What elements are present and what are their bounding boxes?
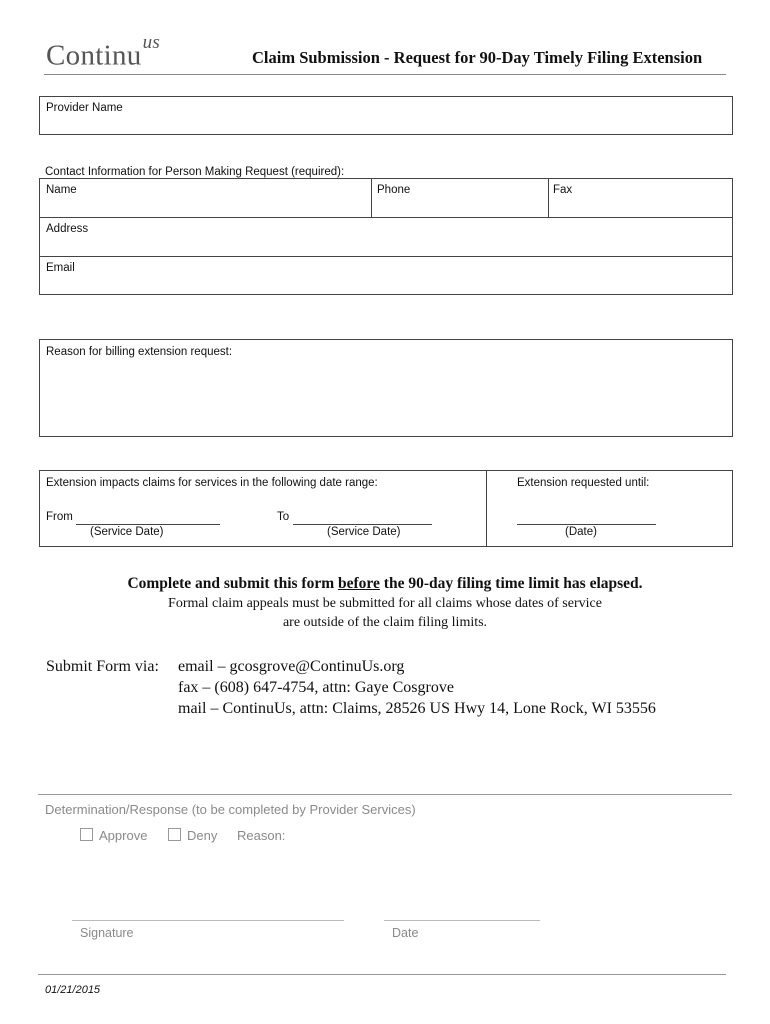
approve-option[interactable]: Approve — [80, 828, 147, 843]
extension-until-field[interactable] — [517, 511, 656, 525]
to-date-field[interactable] — [293, 511, 432, 525]
determination-heading: Determination/Response (to be completed by Provider Services) — [45, 802, 416, 817]
contact-email-field[interactable] — [40, 257, 732, 294]
continuus-logo: Continu$^{us}$ — [46, 32, 161, 72]
contact-fax-label: Fax — [553, 184, 573, 196]
form-title: Claim Submission - Request for 90-Day Timely Filing Extension — [252, 48, 703, 67]
signature-label: Signature — [80, 926, 134, 940]
submit-label: Submit Form via: — [46, 658, 159, 675]
submit-fax: fax – (608) 647-4754, attn: Gaye Cosgrove — [178, 679, 454, 696]
date-label: Date — [392, 926, 419, 940]
instruction-line-2: Formal claim appeals must be submitted for all claims whose dates of service — [168, 596, 602, 611]
reason-field[interactable] — [39, 339, 733, 437]
extension-date-caption: (Date) — [565, 526, 597, 538]
to-label: To — [277, 511, 290, 523]
reason-label: Reason for billing extension request: — [46, 346, 233, 358]
contact-address-field[interactable] — [40, 218, 732, 256]
contact-email-label: Email — [46, 262, 75, 274]
contact-table — [39, 178, 733, 295]
contact-fax-field[interactable] — [549, 179, 732, 217]
contact-name-label: Name — [46, 184, 77, 196]
to-service-date-caption: (Service Date) — [327, 526, 401, 538]
contact-phone-field[interactable] — [372, 179, 548, 217]
contact-address-label: Address — [46, 223, 89, 235]
provider-name-label: Provider Name — [46, 102, 123, 114]
footer-divider — [38, 974, 726, 975]
submit-email: email – gcosgrove@ContinuUs.org — [178, 658, 405, 675]
contact-name-field[interactable] — [40, 179, 371, 217]
submit-mail: mail – ContinuUs, attn: Claims, 28526 US Hwy 14, Lone Rock, WI 53556 — [178, 700, 656, 717]
date-range-label: Extension impacts claims for services in the following date range: — [46, 477, 378, 489]
from-date-field[interactable] — [76, 511, 220, 525]
contact-heading: Contact Information for Person Making Request (required): — [45, 166, 345, 178]
provider-name-field[interactable] — [39, 96, 733, 135]
instruction-line-3: are outside of the claim filing limits. — [282, 615, 488, 630]
instruction-headline: Complete and submit this form before the 90-day filing time limit has elapsed. — [127, 575, 643, 592]
deny-checkbox[interactable] — [168, 828, 181, 841]
from-service-date-caption: (Service Date) — [90, 526, 164, 538]
header-divider — [44, 74, 726, 75]
form-revision-date: 01/21/2015 — [45, 984, 101, 996]
reason-response-label: Reason: — [237, 828, 286, 843]
signature-line[interactable] — [72, 920, 344, 921]
deny-option[interactable]: Deny — [168, 828, 217, 843]
date-line[interactable] — [384, 920, 540, 921]
determination-divider — [38, 794, 732, 795]
from-label: From — [46, 511, 73, 523]
approve-checkbox[interactable] — [80, 828, 93, 841]
date-range-table — [39, 470, 733, 547]
contact-phone-label: Phone — [377, 184, 411, 196]
extension-until-label: Extension requested until: — [517, 477, 650, 489]
